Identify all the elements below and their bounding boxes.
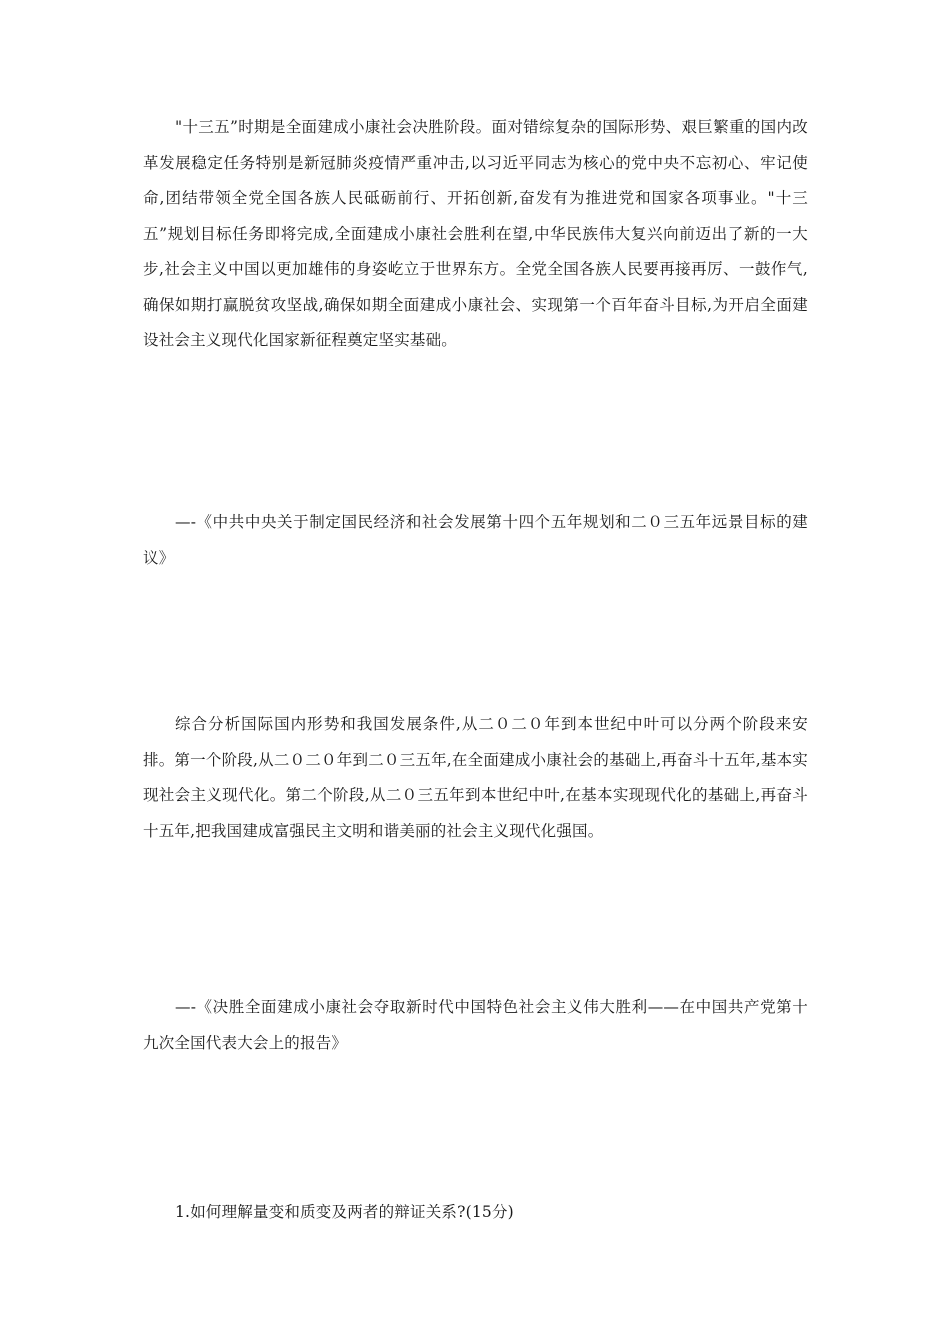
question-item-1: 1.如何理解量变和质变及两者的辩证关系?(15分) [175, 1203, 514, 1221]
paragraph-two-stage-plan: 综合分析国际国内形势和我国发展条件,从二０二０年到本世纪中叶可以分两个阶段来安排。第一个阶段,从二０二０年到二０三五年,在全面建成小康社会的基础上,再奋斗十五年,基本实现社会主义现代化。第二个阶段,从二０三五年到本世纪中叶,在基本实现现代化的基础上,再奋斗十五年,把我国建成富强民主文明和谐美丽的社会主义现代化强国。 [143, 715, 808, 840]
source-citation-nineteenth-congress: —-《决胜全面建成小康社会夺取新时代中国特色社会主义伟大胜利——在中国共产党第十九次全国代表大会上的报告》 [143, 998, 808, 1052]
source-citation-fourteenth-plan: —-《中共中央关于制定国民经济和社会发展第十四个五年规划和二０三五年远景目标的建议》 [143, 513, 808, 567]
paragraph-thirteenth-five-year-plan: "十三五”时期是全面建成小康社会决胜阶段。面对错综复杂的国际形势、艰巨繁重的国内改革发展稳定任务特别是新冠肺炎疫情严重冲击,以习近平同志为核心的党中央不忘初心、牢记使命,团结带领全党全国各族人民砥砺前行、开拓创新,奋发有为推进党和国家各项事业。"十三五”规划目标任务即将完成,全面建成小康社会胜利在望,中华民族伟大复兴向前迈出了新的一大步,社会主义中国以更加雄伟的身姿屹立于世界东方。全党全国各族人民要再接再厉、一鼓作气,确保如期打赢脱贫攻坚战,确保如期全面建成小康社会、实现第一个百年奋斗目标,为开启全面建设社会主义现代化国家新征程奠定坚实基础。 [143, 118, 808, 349]
